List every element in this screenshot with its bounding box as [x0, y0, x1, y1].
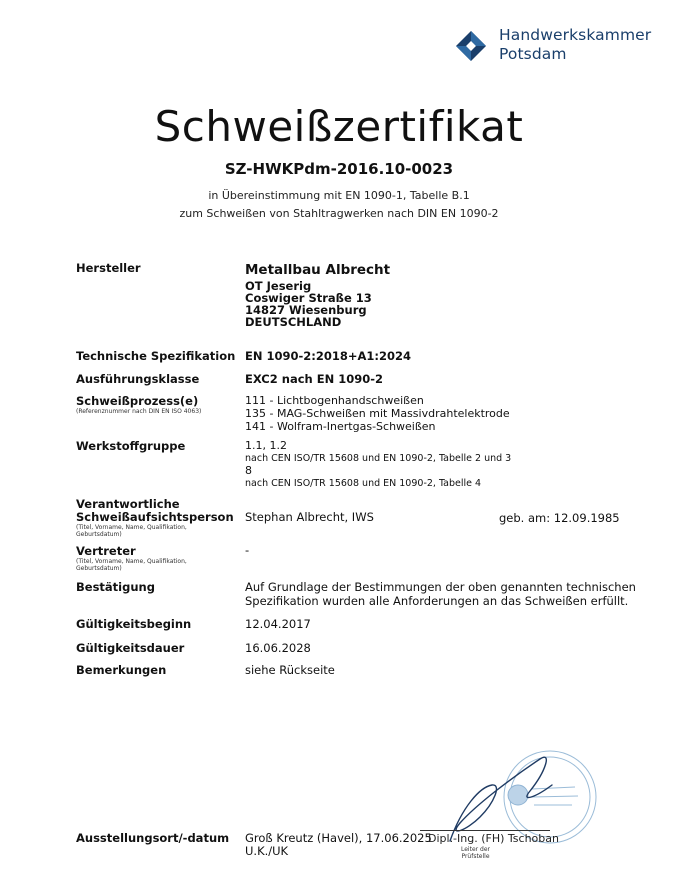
remarks-value: siehe Rückseite: [245, 663, 335, 677]
document-title: Schweißzertifikat: [154, 102, 524, 151]
issue-label: Ausstellungsort/-datum: [76, 831, 230, 845]
org-name: [499, 26, 651, 64]
org-name-line1: Handwerkskammer: [499, 26, 652, 44]
signatory-role-line2: Prüfstelle: [461, 853, 490, 860]
manufacturer-label: Hersteller: [76, 261, 141, 275]
valid-until-value: 16.06.2028: [245, 641, 311, 655]
signatory-role: [461, 846, 490, 860]
conformity-line-2: zum Schweißen von Stahltragwerken nach DIN EN 1090-2: [179, 207, 499, 220]
supervisor-value: Stephan Albrecht, IWS: [245, 510, 374, 524]
material-group-2: 8: [245, 464, 252, 477]
signature-line: [420, 830, 550, 831]
deputy-note-line2: Geburtsdatum): [76, 565, 122, 572]
manufacturer-address-line: 14827 Wiesenburg: [245, 303, 367, 317]
welding-process-item: 141 - Wolfram-Inertgas-Schweißen: [245, 420, 436, 433]
welding-process-item: 135 - MAG-Schweißen mit Massivdrahtelektrode: [245, 407, 510, 420]
confirmation-label: Bestätigung: [76, 580, 155, 594]
valid-from-label: Gültigkeitsbeginn: [76, 617, 192, 631]
confirmation-line2: Spezifikation wurden alle Anforderungen an das Schweißen erfüllt.: [245, 594, 629, 608]
welding-process-note: (Referenznummer nach DIN EN ISO 4063): [76, 408, 202, 415]
supervisor-label-line1: Verantwortliche: [76, 497, 180, 511]
confirmation-line1: Auf Grundlage der Bestimmungen der oben genannten technischen: [245, 580, 636, 594]
welding-process-item: 111 - Lichtbogenhandschweißen: [245, 394, 424, 407]
execution-class-label: Ausführungsklasse: [76, 372, 200, 386]
manufacturer-address-line: Coswiger Straße 13: [245, 291, 372, 305]
conformity-line-1: in Übereinstimmung mit EN 1090-1, Tabelle B.1: [208, 189, 470, 202]
hwk-logo-mark-icon: [455, 30, 487, 62]
material-group-1-ref: nach CEN ISO/TR 15608 und EN 1090-2, Tabelle 2 und 3: [245, 453, 512, 464]
supervisor-note-line1: (Titel, Vorname, Name, Qualifikation,: [76, 524, 187, 531]
remarks-label: Bemerkungen: [76, 663, 167, 677]
valid-from-value: 12.04.2017: [245, 617, 311, 631]
material-group-label: Werkstoffgruppe: [76, 439, 186, 453]
manufacturer-address-line: OT Jeserig: [245, 279, 312, 293]
deputy-note-line1: (Titel, Vorname, Name, Qualifikation,: [76, 558, 187, 565]
deputy-value: -: [245, 543, 250, 557]
material-group-2-ref: nach CEN ISO/TR 15608 und EN 1090-2, Tabelle 4: [245, 478, 482, 489]
issue-reference: U.K./UK: [245, 844, 289, 858]
technical-spec-label: Technische Spezifikation: [76, 349, 236, 363]
manufacturer-name: Metallbau Albrecht: [245, 262, 391, 278]
certificate-number: SZ-HWKPdm-2016.10-0023: [224, 160, 454, 178]
hwk-logo: [455, 26, 665, 70]
issue-place-date: Groß Kreutz (Havel), 17.06.2025: [245, 831, 432, 845]
manufacturer-address-line: DEUTSCHLAND: [245, 315, 342, 329]
technical-spec-value: EN 1090-2:2018+A1:2024: [245, 349, 412, 363]
valid-until-label: Gültigkeitsdauer: [76, 641, 185, 655]
signature-icon: [450, 757, 552, 841]
deputy-label: Vertreter: [76, 544, 136, 558]
supervisor-dob: geb. am: 12.09.1985: [499, 511, 620, 525]
material-group-1: 1.1, 1.2: [245, 439, 287, 452]
supervisor-note-line2: Geburtsdatum): [76, 531, 122, 538]
signatory-role-line1: Leiter der: [461, 846, 490, 853]
execution-class-value: EXC2 nach EN 1090-2: [245, 372, 383, 386]
signatory-name: Dipl.-Ing. (FH) Tschoban: [428, 832, 559, 845]
supervisor-label-line2: Schweißaufsichtsperson: [76, 510, 234, 524]
welding-process-label: Schweißprozess(e): [76, 394, 199, 408]
org-name-line2: Potsdam: [499, 45, 567, 63]
